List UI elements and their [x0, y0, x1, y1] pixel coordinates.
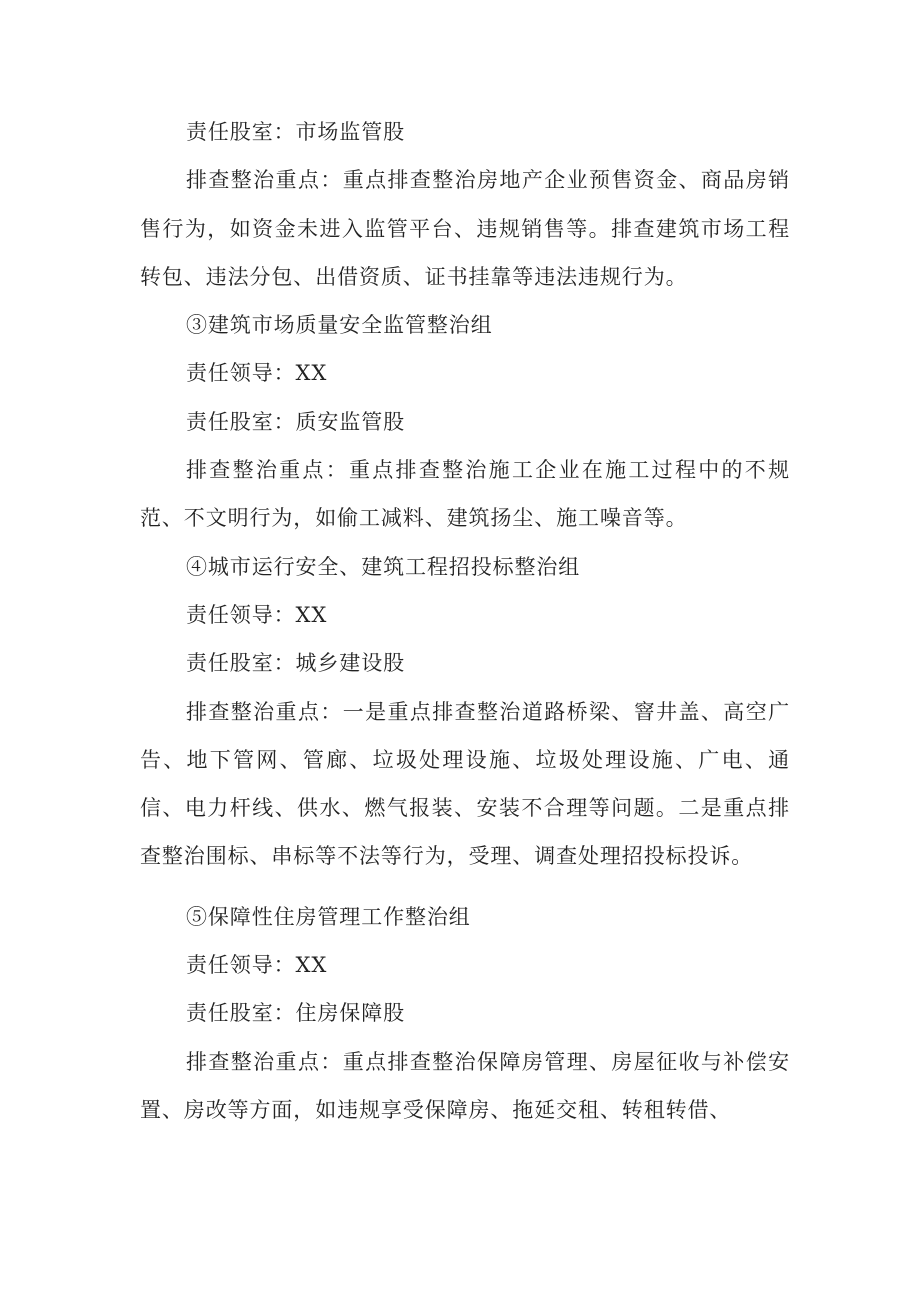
- heading-group-3: ③建筑市场质量安全监管整治组: [186, 313, 493, 338]
- heading-group-5: ⑤保障性住房管理工作整治组: [186, 904, 471, 929]
- paragraph-focus-market: 排查整治重点：重点排查整治房地产企业预售资金、商品房销售行为，如资金未进入监管平台、违规销售等。排查建筑市场工程转包、违法分包、出借资质、证书挂靠等违法违规行为。: [140, 168, 790, 289]
- paragraph-office-3: 责任股室：质安监管股: [186, 409, 405, 434]
- paragraph-focus-3: 排查整治重点：重点排查整治施工企业在施工过程中的不规范、不文明行为，如偷工减料、建筑扬尘、施工噪音等。: [140, 458, 790, 531]
- paragraph-office-5: 责任股室：住房保障股: [186, 1001, 405, 1026]
- paragraph-office-market: 责任股室：市场监管股: [186, 120, 405, 144]
- paragraph-focus-5: 排查整治重点：重点排查整治保障房管理、房屋征收与补偿安置、房改等方面，如违规享受保障房、拖延交租、转租转借、: [140, 1049, 790, 1122]
- paragraph-office-4: 责任股室：城乡建设股: [186, 651, 405, 676]
- paragraph-leader-5: 责任领导：XX: [186, 953, 328, 978]
- paragraph-leader-3: 责任领导：XX: [186, 361, 328, 386]
- paragraph-leader-4: 责任领导：XX: [186, 602, 328, 627]
- document-body: [140, 108, 790, 1134]
- heading-group-4: ④城市运行安全、建筑工程招投标整治组: [186, 554, 581, 579]
- paragraph-focus-4: 排查整治重点：一是重点排查整治道路桥梁、窨井盖、高空广告、地下管网、管廊、垃圾处理设施、垃圾处理设施、广电、通信、电力杆线、供水、燃气报装、安装不合理等问题。二是重点排查整治围标、串标等不法等行为，受理、调查处理招投标投诉。: [140, 699, 790, 869]
